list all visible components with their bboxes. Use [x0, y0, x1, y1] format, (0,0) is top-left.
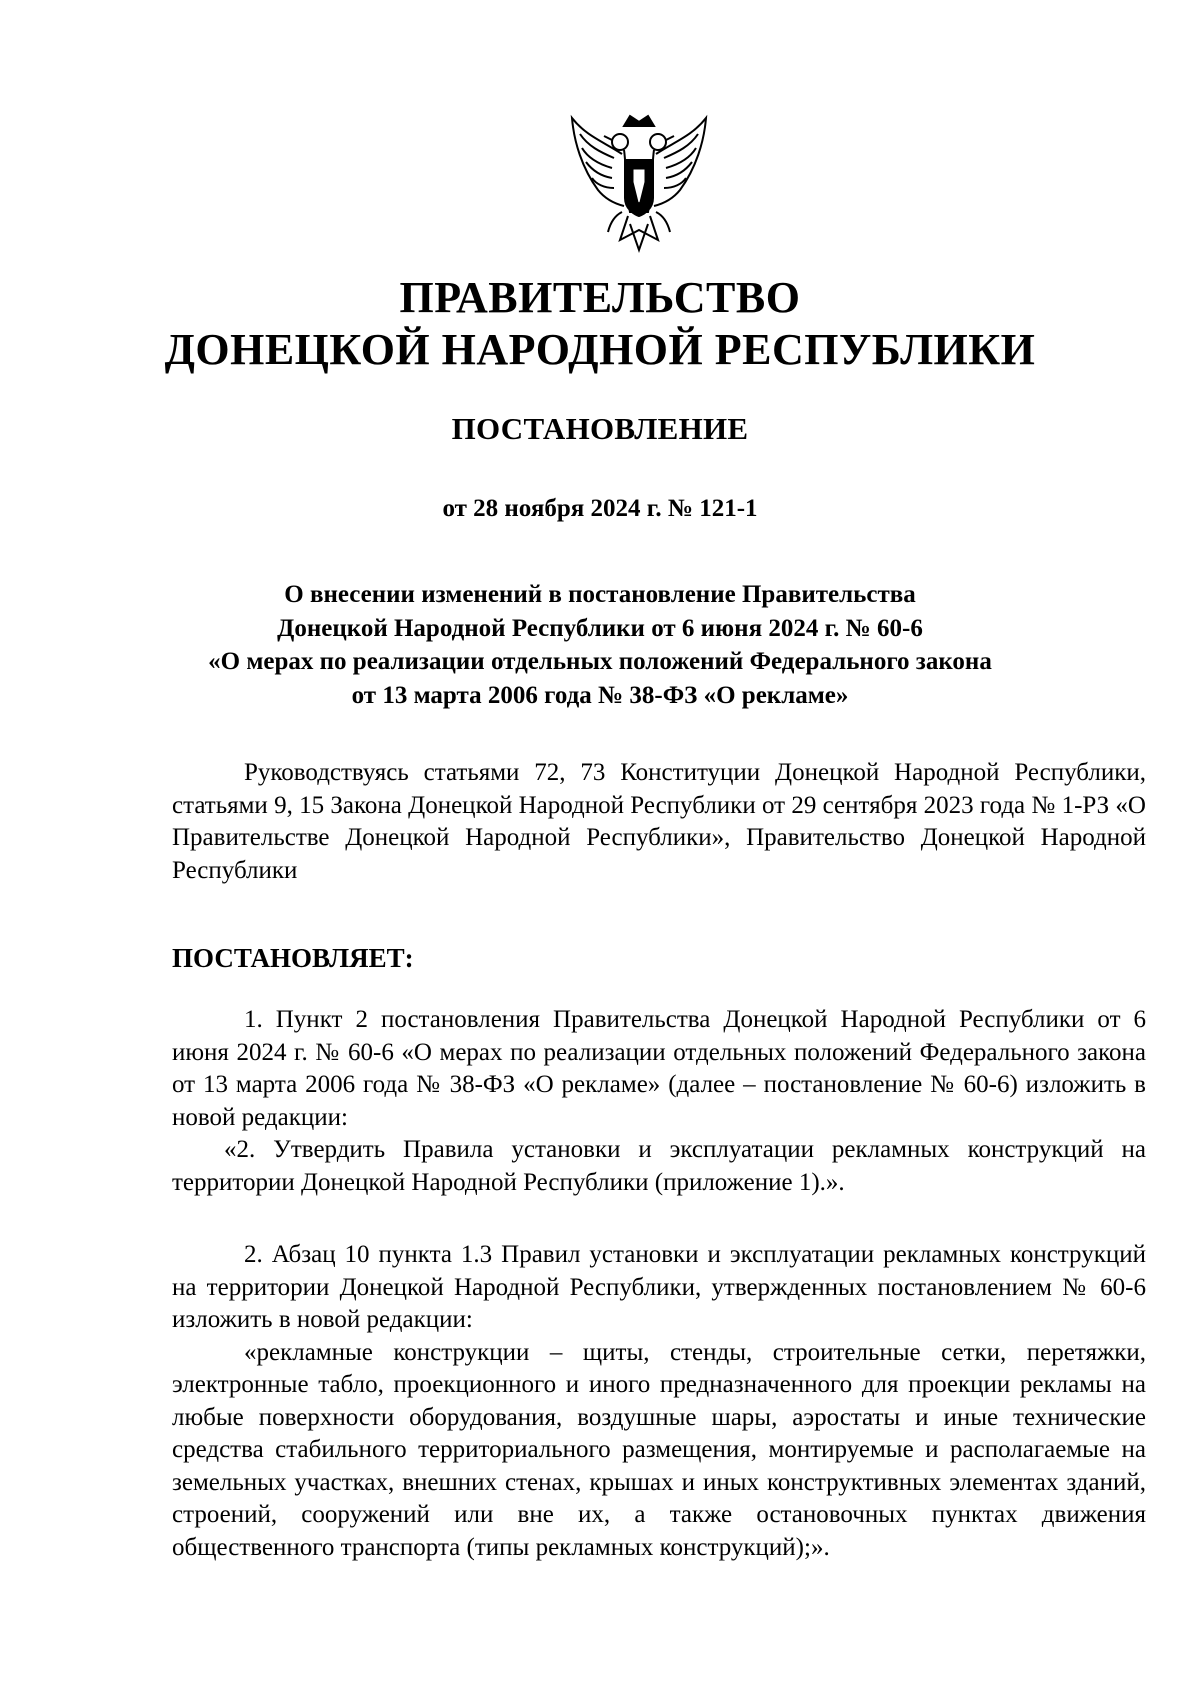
subject-line-2: Донецкой Народной Республики от 6 июня 2024 г. № 60-6: [277, 614, 923, 642]
item-2-quote: «рекламные конструкции – щиты, стенды, строительные сетки, перетяжки, электронные табло, проекционного и иного предназначенного для проекции рекламы на любые поверхности оборудования, воздушные шары, аэростаты и иные технические средства стабильного территориального размещения, монтируемые и располагаемые на земельных участках, внешних стенах, крышах и иных конструктивных элементах зданий, строений, сооружений или вне их, а также остановочных пунктах движения общественного транспорта (типы рекламных конструкций);».: [172, 1338, 1146, 1561]
organization-line-1: ПРАВИТЕЛЬСТВО: [399, 273, 801, 322]
subject-line-3: «О мерах по реализации отдельных положений Федерального закона: [208, 648, 992, 675]
subject-line-4: от 13 марта 2006 года № 38-ФЗ «О рекламе»: [351, 681, 849, 709]
item-1-section: [172, 1004, 1146, 1199]
decree-heading: ПОСТАНОВЛЯЕТ:: [172, 943, 414, 973]
item-2-section: [172, 1239, 1146, 1564]
item-2-paragraph: 2. Абзац 10 пункта 1.3 Правил установки и эксплуатации рекламных конструкций на территории Донецкой Народной Республики, утвержденных постановлением № 60-6 изложить в новой редакции:: [172, 1241, 1146, 1333]
document-subject: [0, 578, 1200, 712]
document-number: от 28 ноября 2024 г. № 121-1: [442, 495, 758, 522]
organization-line-2: ДОНЕЦКОЙ НАРОДНОЙ РЕСПУБЛИКИ: [164, 325, 1036, 374]
subject-line-1: О внесении изменений в постановление Правительства: [284, 581, 916, 608]
preamble-paragraph: Руководствуясь статьями 72, 73 Конституции Донецкой Народной Республики, статьями 9, 15 Закона Донецкой Народной Республики от 29 сентября 2023 года № 1-РЗ «О Правительстве Донецкой Народной Республики», Правительство Донецкой Народной Республики: [172, 759, 1146, 884]
document-type: ПОСТАНОВЛЕНИЕ: [451, 411, 749, 446]
item-1-paragraph: 1. Пункт 2 постановления Правительства Донецкой Народной Республики от 6 июня 2024 г. № 60-6 «О мерах по реализации отдельных положений Федерального закона от 13 марта 2006 года № 38-ФЗ «О рекламе» (далее – постановление № 60-6) изложить в новой редакции:: [172, 1006, 1146, 1131]
preamble-section: [172, 757, 1146, 887]
item-1-quote: «2. Утвердить Правила установки и эксплуатации рекламных конструкций на территории Донецкой Народной Республики (приложение 1).».: [172, 1136, 1146, 1196]
coat-of-arms-icon: [564, 112, 714, 262]
organization-name: [0, 272, 1200, 376]
